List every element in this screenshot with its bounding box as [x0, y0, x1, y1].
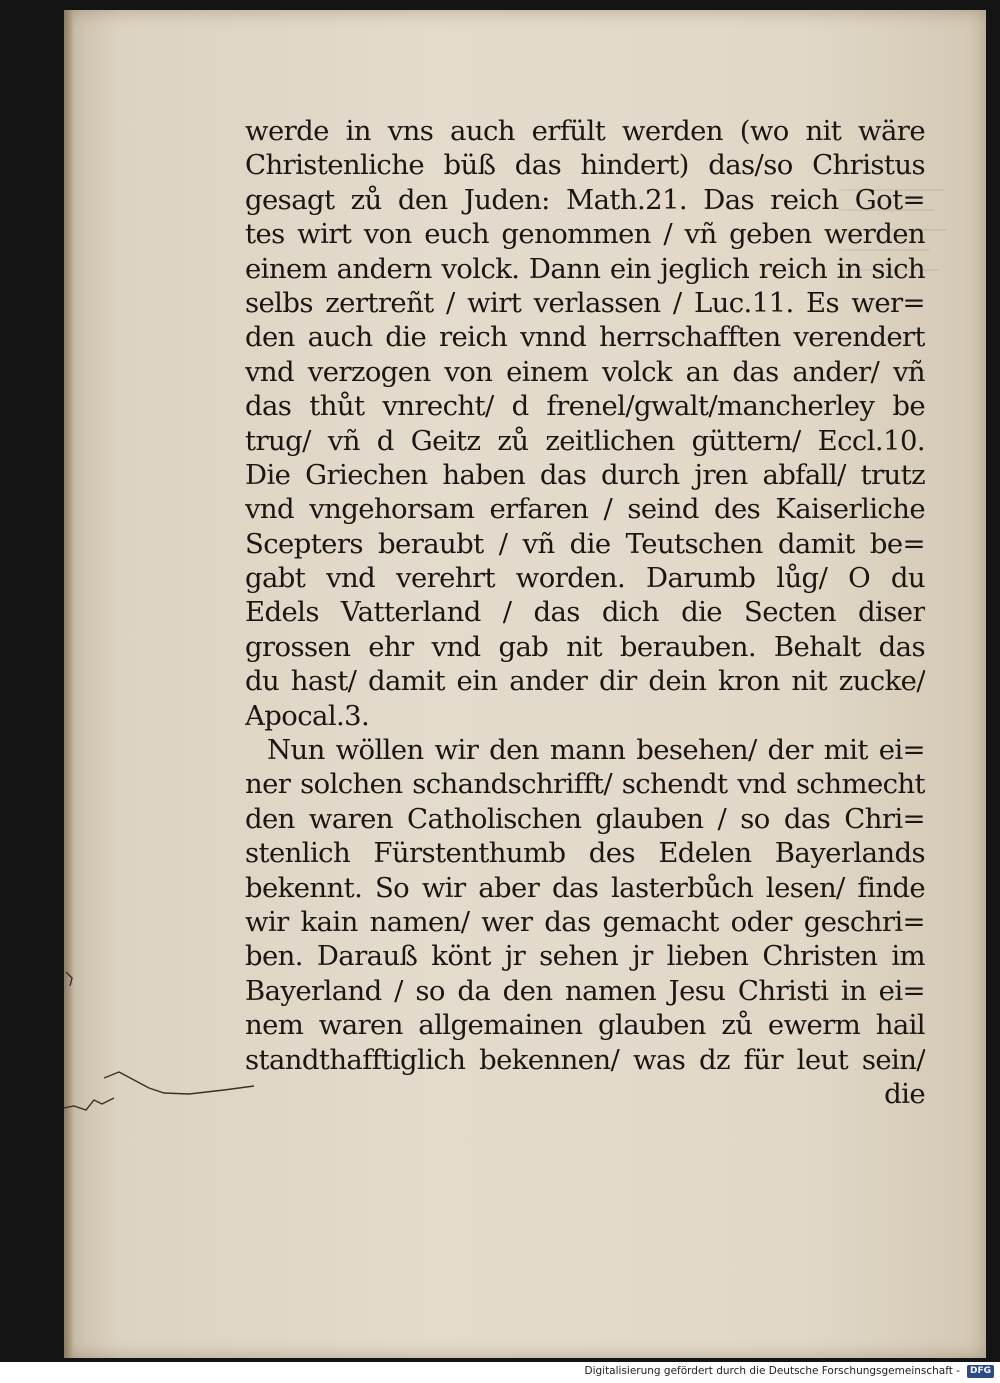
- text-line: grossen ehr vnd gab nit berauben. Behalt das: [245, 630, 925, 663]
- text-line: trug/ vñ d Geitz zů zeitlichen güttern/ Eccl.10.: [245, 424, 925, 457]
- text-line: ner solchen schandschrifft/ schendt vnd schmecht: [245, 768, 925, 801]
- text-line: stenlich Fürstenthumb des Edelen Bayerlands: [245, 837, 925, 870]
- text-line: selbs zertreñt / wirt verlassen / Luc.11. Es wer=: [245, 286, 925, 319]
- footer-bar: [0, 1362, 1000, 1383]
- text-line: du hast/ damit ein ander dir dein kron nit zucke/: [245, 665, 925, 698]
- funding-credit: Digitalisierung gefördert durch die Deutsche Forschungsgemeinschaft -: [584, 1365, 960, 1377]
- dfg-logo-icon: DFG: [967, 1365, 994, 1378]
- text-line: den waren Catholischen glauben / so das Chri=: [245, 802, 925, 835]
- text-line: gabt vnd verehrt worden. Darumb lůg/ O du: [245, 562, 925, 595]
- text-line: Nun wöllen wir den mann besehen/ der mit ei=: [267, 734, 925, 767]
- text-line: standthafftiglich bekennen/ was dz für leut sein/: [245, 1043, 925, 1076]
- text-line: ben. Darauß könt jr sehen jr lieben Christen im: [245, 940, 925, 973]
- text-line: Edels Vatterland / das dich die Secten diser: [245, 596, 925, 629]
- text-line: vnd vngehorsam erfaren / seind des Kaiserliche: [245, 493, 925, 526]
- text-line: tes wirt von euch genommen / vñ geben werden: [245, 218, 925, 251]
- text-line: werde in vns auch erfült werden (wo nit wäre: [245, 115, 925, 147]
- catchword: die: [884, 1077, 925, 1110]
- text-line: vnd verzogen von einem volck an das ander/ vñ: [245, 355, 925, 388]
- text-line: Scepters beraubt / vñ die Teutschen damit be=: [245, 527, 925, 560]
- text-line: Christenliche büß das hindert) das/so Christus: [245, 149, 925, 182]
- text-line: wir kain namen/ wer das gemacht oder geschri=: [245, 905, 925, 938]
- text-line: Die Griechen haben das durch jren abfall/ trutz: [245, 458, 925, 491]
- body-text: [245, 114, 925, 1111]
- text-line: den auch die reich vnnd herrschafften verendert: [245, 321, 925, 354]
- text-line: bekennt. So wir aber das lasterbůch lesen/ finde: [245, 871, 925, 904]
- text-line: Apocal.3.: [245, 699, 370, 732]
- text-line: das thůt vnrecht/ d frenel/gwalt/mancherley be: [245, 390, 925, 423]
- text-line: nem waren allgemainen glauben zů ewerm hail: [245, 1009, 925, 1042]
- text-line: Bayerland / so da den namen Jesu Christi in ei=: [245, 974, 925, 1007]
- text-line: einem andern volck. Dann ein jeglich reich in sich: [245, 252, 925, 285]
- page-tear-mark: [64, 968, 264, 1118]
- text-line: gesagt zů den Juden: Math.21. Das reich Got=: [245, 183, 925, 216]
- page-binding-edge: [64, 10, 74, 1358]
